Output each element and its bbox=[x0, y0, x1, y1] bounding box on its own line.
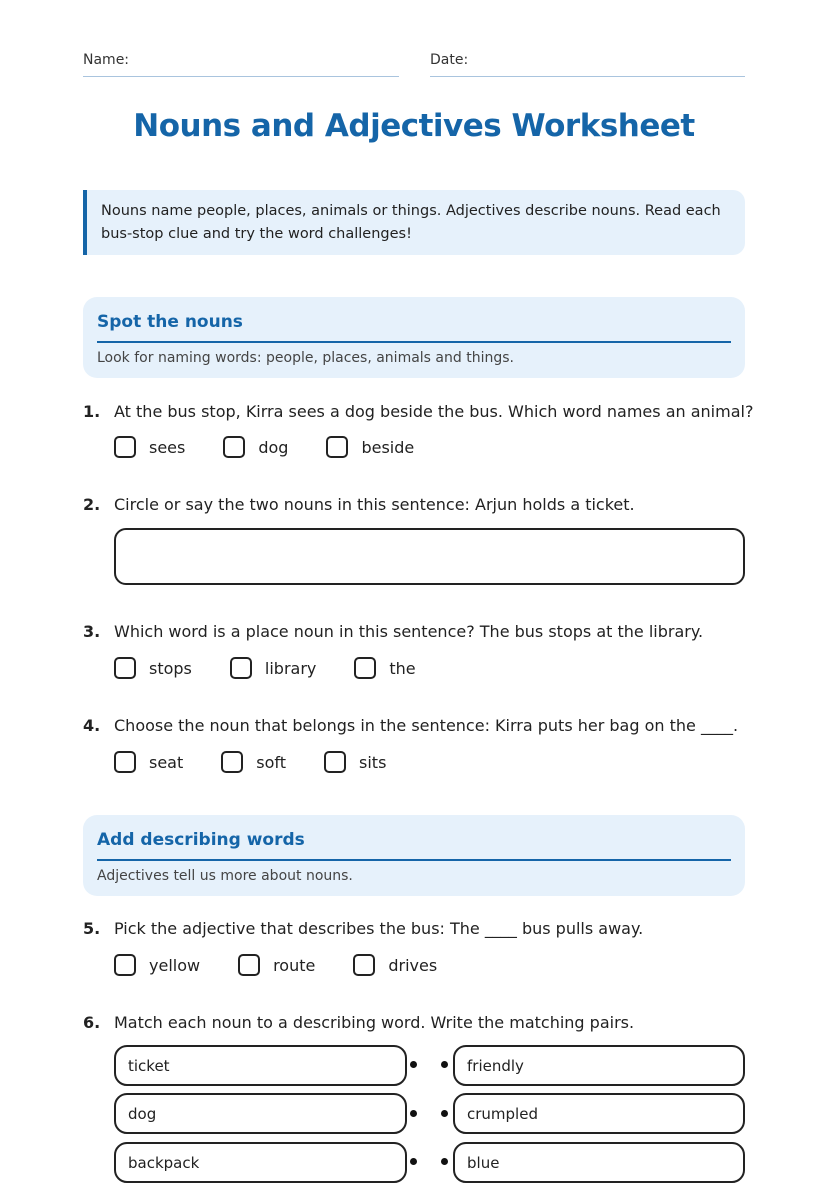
option-label: beside bbox=[361, 437, 415, 457]
section-title: Add describing words bbox=[97, 815, 731, 861]
match-dot-left[interactable] bbox=[410, 1061, 417, 1068]
option-soft[interactable] bbox=[221, 748, 286, 776]
question-text: At the bus stop, Kirra sees a dog beside the bus. Which word names an animal? bbox=[114, 402, 754, 421]
worksheet-title: Nouns and Adjectives Worksheet bbox=[133, 108, 695, 144]
question-text: Choose the noun that belongs in the sentence: Kirra puts her bag on the ____. bbox=[114, 716, 739, 735]
option-beside[interactable] bbox=[326, 433, 414, 461]
question-number: 2. bbox=[83, 495, 101, 514]
section-spot-the-nouns bbox=[83, 297, 745, 378]
question-text: Which word is a place noun in this sentence? The bus stops at the library. bbox=[114, 622, 704, 641]
match-noun-item[interactable]: dog bbox=[114, 1093, 407, 1134]
section-title: Spot the nouns bbox=[97, 297, 731, 343]
question-number: 1. bbox=[83, 402, 101, 421]
date-label: Date: bbox=[430, 52, 469, 68]
name-field[interactable] bbox=[83, 52, 399, 68]
match-noun-item[interactable]: backpack bbox=[114, 1142, 407, 1183]
option-label: drives bbox=[388, 955, 438, 975]
question-text: Match each noun to a describing word. Write the matching pairs. bbox=[114, 1013, 635, 1032]
match-dot-right[interactable] bbox=[441, 1061, 448, 1068]
name-line bbox=[83, 76, 399, 77]
section-add-describing-words bbox=[83, 815, 745, 896]
intro-callout: Nouns name people, places, animals or things. Adjectives describe nouns. Read each bus-stop clue and try the word challenges! bbox=[83, 190, 745, 255]
answer-box[interactable] bbox=[114, 528, 745, 585]
option-dog[interactable] bbox=[223, 433, 288, 461]
match-adjective-item[interactable]: blue bbox=[453, 1142, 745, 1183]
match-dot-left[interactable] bbox=[410, 1110, 417, 1117]
section-subtitle: Look for naming words: people, places, animals and things. bbox=[97, 350, 514, 366]
question-number: 5. bbox=[83, 919, 101, 938]
checkbox[interactable] bbox=[324, 751, 346, 773]
match-dot-right[interactable] bbox=[441, 1158, 448, 1165]
option-the[interactable] bbox=[354, 654, 415, 682]
match-noun-item[interactable]: ticket bbox=[114, 1045, 407, 1086]
name-label: Name: bbox=[83, 52, 130, 68]
option-seat[interactable] bbox=[114, 748, 183, 776]
match-dot-left[interactable] bbox=[410, 1158, 417, 1165]
question-number: 4. bbox=[83, 716, 101, 735]
match-adjective-item[interactable]: crumpled bbox=[453, 1093, 745, 1134]
option-label: stops bbox=[149, 658, 192, 678]
question-text: Pick the adjective that describes the bus: The ____ bus pulls away. bbox=[114, 919, 644, 938]
date-field[interactable] bbox=[430, 52, 745, 68]
checkbox[interactable] bbox=[326, 436, 348, 458]
option-label: the bbox=[389, 658, 416, 678]
option-label: soft bbox=[256, 752, 287, 772]
option-drives[interactable] bbox=[353, 951, 437, 979]
checkbox[interactable] bbox=[114, 954, 136, 976]
checkbox[interactable] bbox=[114, 436, 136, 458]
checkbox[interactable] bbox=[114, 751, 136, 773]
option-label: library bbox=[264, 658, 317, 678]
checkbox[interactable] bbox=[223, 436, 245, 458]
match-dot-right[interactable] bbox=[441, 1110, 448, 1117]
checkbox[interactable] bbox=[353, 954, 375, 976]
question-number: 3. bbox=[83, 622, 101, 641]
date-line bbox=[430, 76, 745, 77]
name-date-row bbox=[83, 52, 745, 78]
option-stops[interactable] bbox=[114, 654, 192, 682]
option-library[interactable] bbox=[230, 654, 316, 682]
option-label: sits bbox=[359, 752, 387, 772]
option-label: route bbox=[273, 955, 316, 975]
checkbox[interactable] bbox=[114, 657, 136, 679]
section-subtitle: Adjectives tell us more about nouns. bbox=[97, 868, 353, 884]
question-text: Circle or say the two nouns in this sentence: Arjun holds a ticket. bbox=[114, 495, 635, 514]
checkbox[interactable] bbox=[221, 751, 243, 773]
question-4-options bbox=[114, 748, 424, 776]
option-label: dog bbox=[258, 437, 289, 457]
option-label: seat bbox=[149, 752, 184, 772]
option-sits[interactable] bbox=[324, 748, 386, 776]
option-yellow[interactable] bbox=[114, 951, 200, 979]
checkbox[interactable] bbox=[354, 657, 376, 679]
question-3-options bbox=[114, 654, 454, 682]
option-route[interactable] bbox=[238, 951, 315, 979]
option-label: sees bbox=[149, 437, 186, 457]
option-label: yellow bbox=[149, 955, 201, 975]
question-1-options bbox=[114, 433, 452, 461]
match-adjective-item[interactable]: friendly bbox=[453, 1045, 745, 1086]
question-5-options bbox=[114, 951, 475, 979]
option-sees[interactable] bbox=[114, 433, 185, 461]
checkbox[interactable] bbox=[238, 954, 260, 976]
question-number: 6. bbox=[83, 1013, 101, 1032]
checkbox[interactable] bbox=[230, 657, 252, 679]
